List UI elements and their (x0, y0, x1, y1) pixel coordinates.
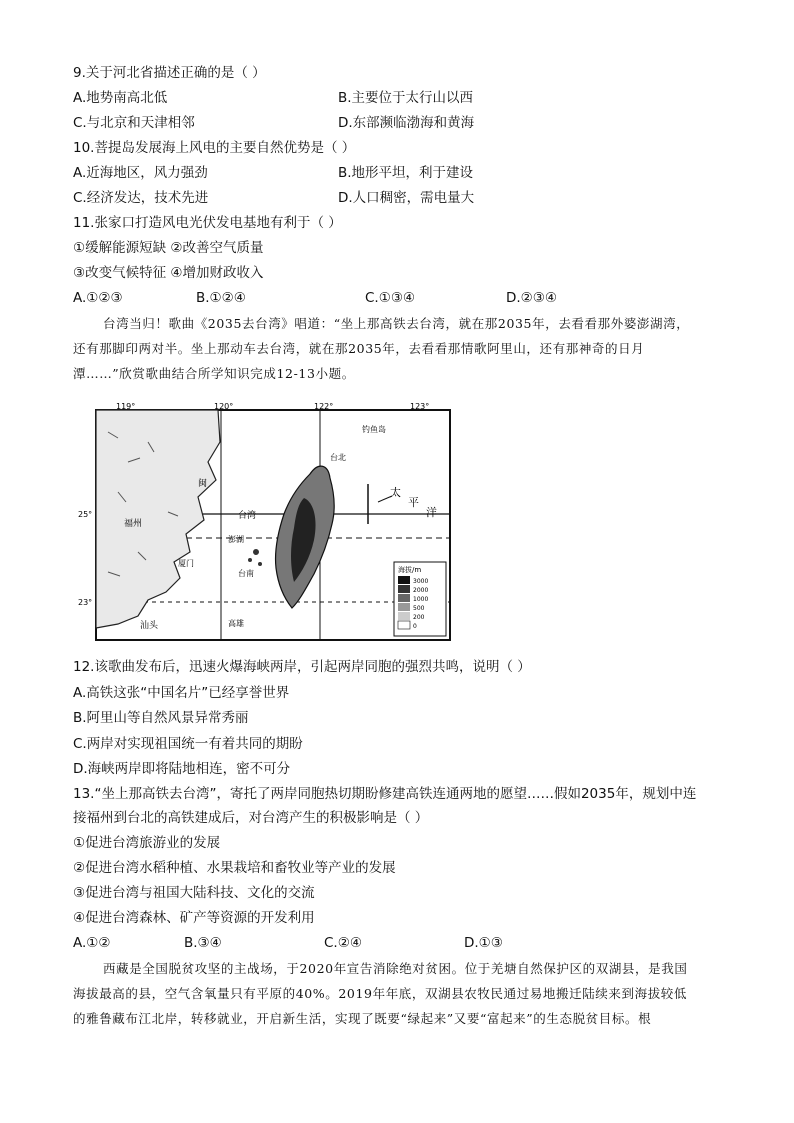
q11-option-a: A.①②③ (73, 290, 123, 306)
legend-item-3000: 3000 (413, 578, 429, 585)
elevation-legend (394, 562, 446, 636)
q11-items-1: ①缓解能源短缺 ②改善空气质量 (73, 240, 264, 256)
q9-option-c: C.与北京和天津相邻 (73, 115, 195, 131)
lat-label-23: 23° (78, 598, 93, 607)
q10-option-c: C.经济发达，技术先进 (73, 190, 209, 206)
legend-item-2000: 2000 (413, 587, 429, 594)
lon-label-122: 122° (314, 402, 334, 411)
q13-stem-line1: 13.“坐上那高铁去台湾”，寄托了两岸同胞热切期盼修建高铁连通两地的愿望……假如2035年，规划中连 (73, 786, 697, 802)
q13-option-b: B.③④ (184, 935, 222, 951)
place-taiwan: 台湾 (238, 511, 257, 521)
q13-stem-line2: 接福州到台北的高铁建成后，对台湾产生的积极影响是（ ） (73, 810, 429, 826)
q11-stem: 11.张家口打造风电光伏发电基地有利于（ ） (73, 215, 342, 231)
q11-option-c: C.①③④ (365, 290, 416, 306)
q11-items-2: ③改变气候特征 ④增加财政收入 (73, 265, 264, 281)
legend-item-200: 200 (413, 614, 425, 621)
passage1-line3: 潭……”欣赏歌曲结合所学知识完成12-13小题。 (73, 366, 355, 381)
place-tainan: 台南 (238, 569, 254, 578)
q13-item-4: ④促进台湾森林、矿产等资源的开发利用 (73, 910, 315, 926)
passage1-line2: 还有那脚印两对半。坐上那动车去台湾，就在那2035年，去看看那情歌阿里山，还有那神奇的日月 (73, 341, 645, 356)
lat-label-25: 25° (78, 510, 93, 519)
passage2-line3: 的雅鲁藏布江北岸，转移就业，开启新生活，实现了既要“绿起来”又要“富起来”的生态脱贫目标。根 (73, 1011, 652, 1026)
q9-option-b: B.主要位于太行山以西 (338, 90, 474, 106)
passage1-line1: 台湾当归！歌曲《2035去台湾》唱道：“坐上那高铁去台湾，就在那2035年，去看看那外婆澎湖湾， (103, 316, 690, 331)
taiwan-strait-map (78, 402, 458, 644)
q9-option-d: D.东部濒临渤海和黄海 (338, 115, 475, 131)
legend-item-0: 0 (413, 623, 417, 630)
place-min: 闽 (198, 479, 208, 489)
q10-option-d: D.人口稠密，需电量大 (338, 190, 475, 206)
q12-option-c: C.两岸对实现祖国统一有着共同的期盼 (73, 736, 303, 752)
lon-label-123: 123° (410, 402, 430, 411)
q9-option-a: A.地势南高北低 (73, 90, 168, 106)
place-taipei: 台北 (330, 453, 346, 462)
place-yang: 洋 (426, 506, 437, 519)
q12-option-d: D.海峡两岸即将陆地相连，密不可分 (73, 761, 291, 777)
q11-option-d: D.②③④ (506, 290, 557, 306)
q13-option-a: A.①② (73, 935, 111, 951)
q9-stem: 9.关于河北省描述正确的是（ ） (73, 65, 266, 81)
q10-stem: 10.菩提岛发展海上风电的主要自然优势是（ ） (73, 140, 356, 156)
q12-option-b: B.阿里山等自然风景异常秀丽 (73, 710, 249, 726)
place-gaoxiong: 高雄 (228, 619, 244, 628)
place-xiamen: 厦门 (178, 559, 194, 568)
q13-item-1: ①促进台湾旅游业的发展 (73, 835, 221, 851)
place-tai: 太 (390, 486, 401, 499)
q12-option-a: A.高铁这张“中国名片”已经享誉世界 (73, 685, 290, 701)
lon-label-119: 119° (116, 402, 136, 411)
q13-item-3: ③促进台湾与祖国大陆科技、文化的交流 (73, 885, 315, 901)
q12-stem: 12.该歌曲发布后，迅速火爆海峡两岸，引起两岸同胞的强烈共鸣，说明（ ） (73, 659, 531, 675)
place-shantou: 汕头 (140, 621, 159, 631)
legend-item-500: 500 (413, 605, 425, 612)
place-penghu: 澎湖 (228, 535, 244, 544)
q10-option-a: A.近海地区，风力强劲 (73, 165, 208, 181)
passage2-line1: 西藏是全国脱贫攻坚的主战场，于2020年宣告消除绝对贫困。位于羌塘自然保护区的双湖县，是我国 (103, 961, 688, 976)
q13-option-c: C.②④ (324, 935, 362, 951)
place-ping: 平 (408, 496, 419, 509)
legend-title: 海拔/m (398, 566, 422, 574)
q10-option-b: B.地形平坦，利于建设 (338, 165, 474, 181)
q13-item-2: ②促进台湾水稻种植、水果栽培和畜牧业等产业的发展 (73, 860, 396, 876)
place-diaoyu: 钓鱼岛 (362, 425, 386, 434)
legend-item-1000: 1000 (413, 596, 429, 603)
lon-label-120: 120° (214, 402, 234, 411)
q13-option-d: D.①③ (464, 935, 503, 951)
passage2-line2: 海拔最高的县，空气含氧量只有平原的40%。2019年年底，双湖县农牧民通过易地搬迁陆续来到海拔较低 (73, 986, 687, 1001)
q11-option-b: B.①②④ (196, 290, 246, 306)
place-fuzhou: 福州 (124, 519, 143, 529)
